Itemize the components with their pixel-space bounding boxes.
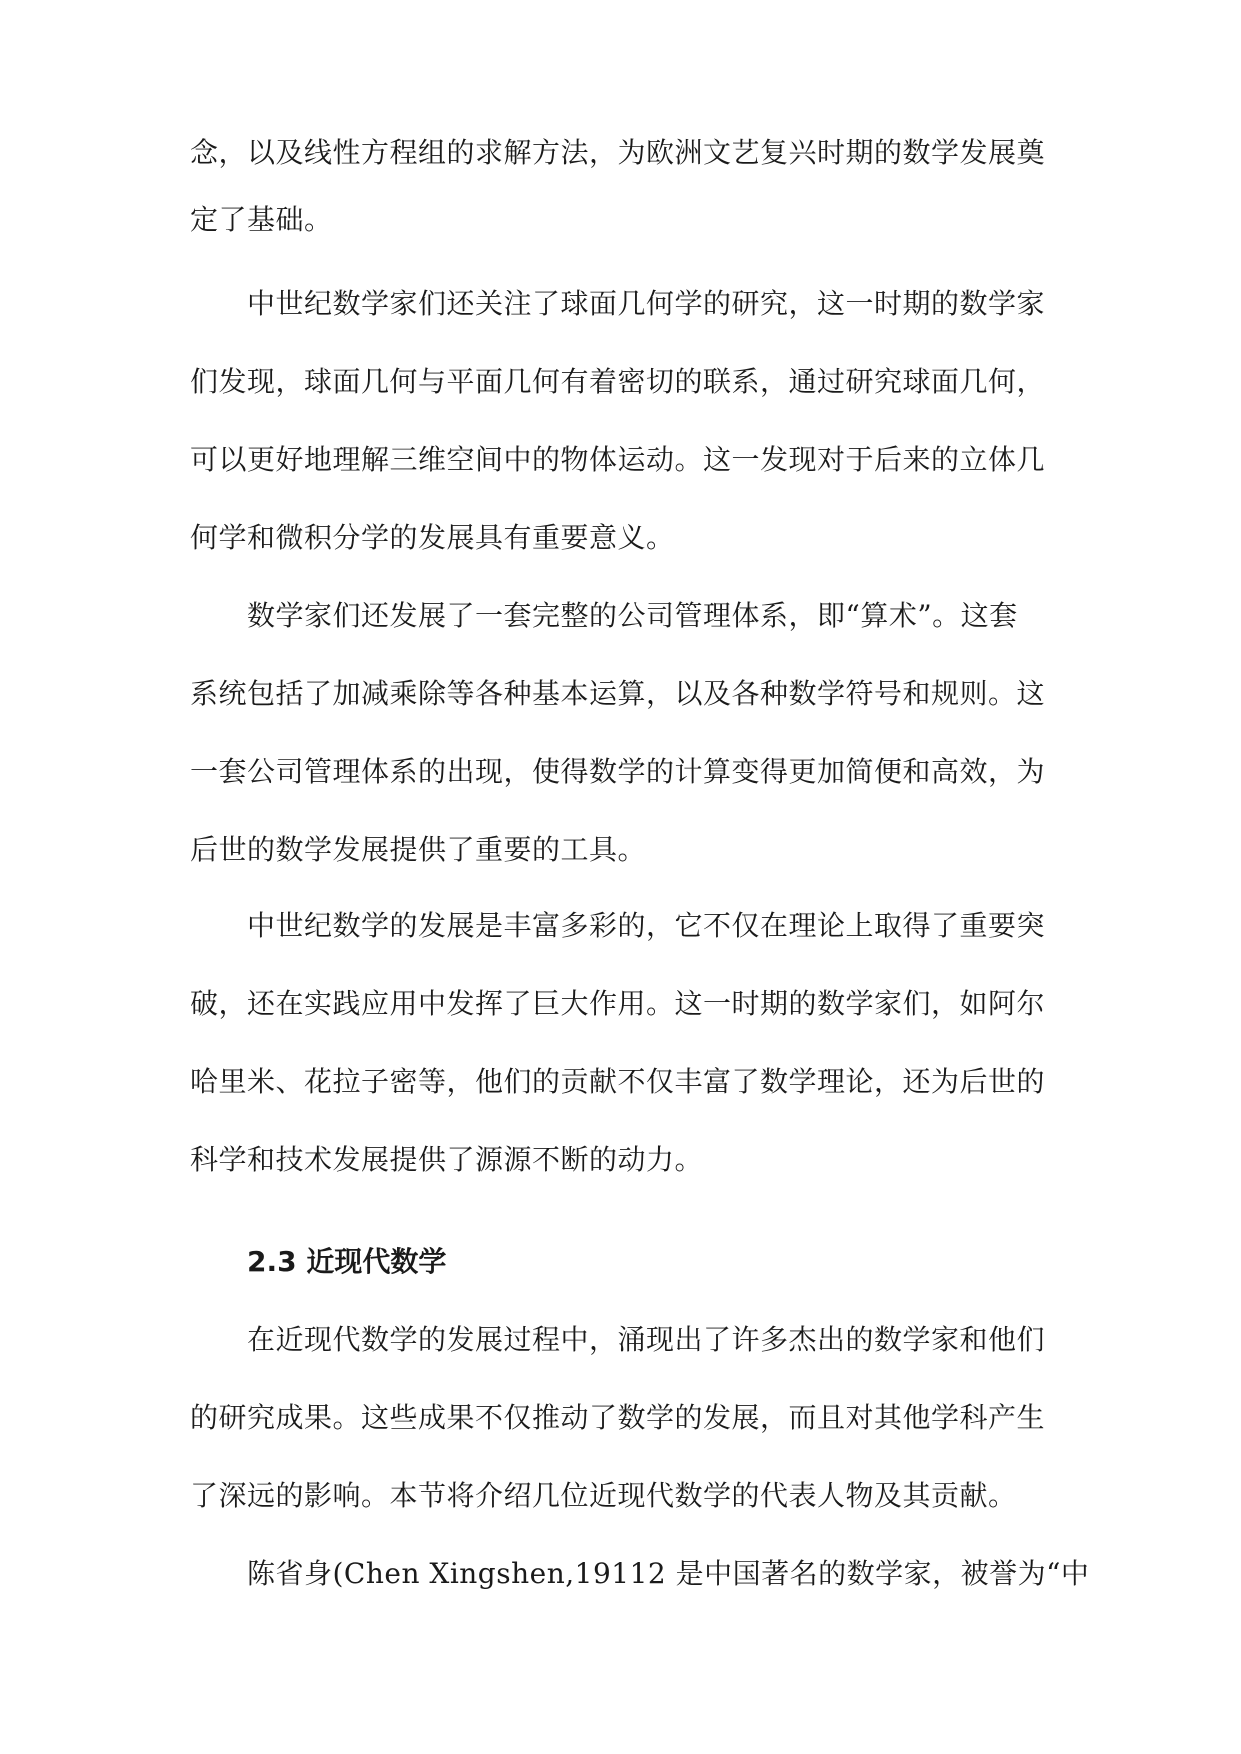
text-line: 中世纪数学的发展是丰富多彩的，它不仅在理论上取得了重要突 xyxy=(190,909,1046,942)
text-line: 一套公司管理体系的出现，使得数学的计算变得更加简便和高效，为 xyxy=(190,755,1046,788)
text-line: 定了基础。 xyxy=(190,203,333,236)
text-line: 后世的数学发展提供了重要的工具。 xyxy=(190,833,647,866)
text-line: 破，还在实践应用中发挥了巨大作用。这一时期的数学家们，如阿尔 xyxy=(190,987,1046,1020)
text-line: 系统包括了加减乘除等各种基本运算，以及各种数学符号和规则。这 xyxy=(190,677,1046,710)
text-line: 中世纪数学家们还关注了球面几何学的研究，这一时期的数学家 xyxy=(190,287,1046,320)
text-line: 陈省身(Chen Xingshen,19112 是中国著名的数学家，被誉为“中 xyxy=(190,1557,1090,1590)
text-line: 数学家们还发展了一套完整的公司管理体系，即“算术”。这套 xyxy=(190,599,1018,632)
text-line: 的研究成果。这些成果不仅推动了数学的发展，而且对其他学科产生 xyxy=(190,1401,1046,1434)
text-line: 哈里米、花拉子密等，他们的贡献不仅丰富了数学理论，还为后世的 xyxy=(190,1065,1046,1098)
text-line: 可以更好地理解三维空间中的物体运动。这一发现对于后来的立体几 xyxy=(190,443,1046,476)
text-line: 们发现，球面几何与平面几何有着密切的联系，通过研究球面几何， xyxy=(190,365,1046,398)
text-line: 何学和微积分学的发展具有重要意义。 xyxy=(190,521,675,554)
section-heading: 2.3 近现代数学 xyxy=(247,1245,447,1278)
text-line: 了深远的影响。本节将介绍几位近现代数学的代表人物及其贡献。 xyxy=(190,1479,1017,1512)
text-line: 念，以及线性方程组的求解方法，为欧洲文艺复兴时期的数学发展奠 xyxy=(190,136,1046,169)
text-line: 科学和技术发展提供了源源不断的动力。 xyxy=(190,1143,704,1176)
text-line: 在近现代数学的发展过程中，涌现出了许多杰出的数学家和他们 xyxy=(190,1323,1046,1356)
